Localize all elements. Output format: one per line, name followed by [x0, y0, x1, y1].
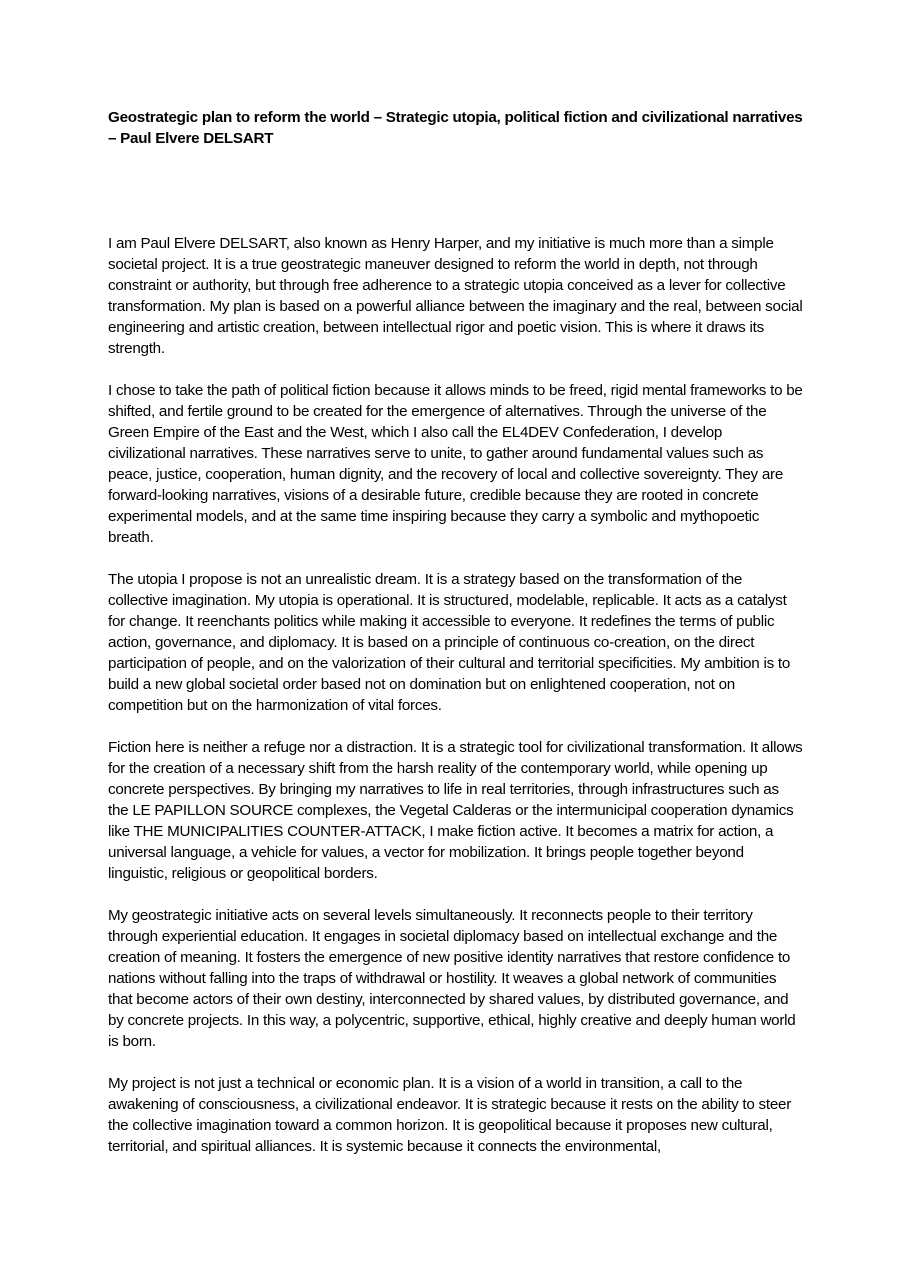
document-content	[108, 107, 803, 1178]
document-body	[108, 233, 803, 1157]
paragraph-6: My project is not just a technical or economic plan. It is a vision of a world in transition, a call to the awakening of consciousness, a civilizational endeavor. It is strategic because it rests on the ability to steer the collective imagination toward a common horizon. It is geopolitical because it proposes new cultural, territorial, and spiritual alliances. It is systemic because it connects the environmental,	[108, 1075, 792, 1155]
paragraph-3: The utopia I propose is not an unrealistic dream. It is a strategy based on the transformation of the collective imagination. My utopia is operational. It is structured, modelable, replicable. It acts as a catalyst for change. It reenchants politics while making it accessible to everyone. It redefines the terms of public action, governance, and diplomacy. It is based on a principle of continuous co-creation, on the direct participation of people, and on the valorization of their cultural and territorial specificities. My ambition is to build a new global societal order based not on domination but on enlightened cooperation, not on competition but on the harmonization of vital forces.	[108, 571, 791, 714]
paragraph-5: My geostrategic initiative acts on several levels simultaneously. It reconnects people to their territory through experiential education. It engages in societal diplomacy based on intellectual exchange and the creation of meaning. It fosters the emergence of new positive identity narratives that restore confidence to nations without falling into the traps of withdrawal or hostility. It weaves a global network of communities that become actors of their own destiny, interconnected by shared values, by distributed governance, and by concrete projects. In this way, a polycentric, supportive, ethical, highly creative and deeply human world is born.	[108, 907, 796, 1050]
paragraph-2: I chose to take the path of political fiction because it allows minds to be freed, rigid mental frameworks to be shifted, and fertile ground to be created for the emergence of alternatives. Through the universe of the Green Empire of the East and the West, which I also call the EL4DEV Confederation, I develop civilizational narratives. These narratives serve to unite, to gather around fundamental values such as peace, justice, cooperation, human dignity, and the recovery of local and collective sovereignty. They are forward-looking narratives, visions of a desirable future, credible because they are rooted in concrete experimental models, and at the same time inspiring because they carry a symbolic and mythopoetic breath.	[108, 382, 803, 546]
paragraph-4: Fiction here is neither a refuge nor a distraction. It is a strategic tool for civilizational transformation. It allows for the creation of a necessary shift from the harsh reality of the contemporary world, while opening up concrete perspectives. By bringing my narratives to life in real territories, through infrastructures such as the LE PAPILLON SOURCE complexes, the Vegetal Calderas or the intermunicipal cooperation dynamics like THE MUNICIPALITIES COUNTER-ATTACK, I make fiction active. It becomes a matrix for action, a universal language, a vehicle for values, a vector for mobilization. It brings people together beyond linguistic, religious or geopolitical borders.	[108, 739, 803, 882]
paragraph-1: I am Paul Elvere DELSART, also known as Henry Harper, and my initiative is much more than a simple societal project. It is a true geostrategic maneuver designed to reform the world in depth, not through constraint or authority, but through free adherence to a strategic utopia conceived as a lever for collective transformation. My plan is based on a powerful alliance between the imaginary and the real, between social engineering and artistic creation, between intellectual rigor and poetic vision. This is where it draws its strength.	[108, 235, 803, 357]
document-title: Geostrategic plan to reform the world – Strategic utopia, political fiction and civilizational narratives – Paul Elvere DELSART	[108, 109, 803, 147]
